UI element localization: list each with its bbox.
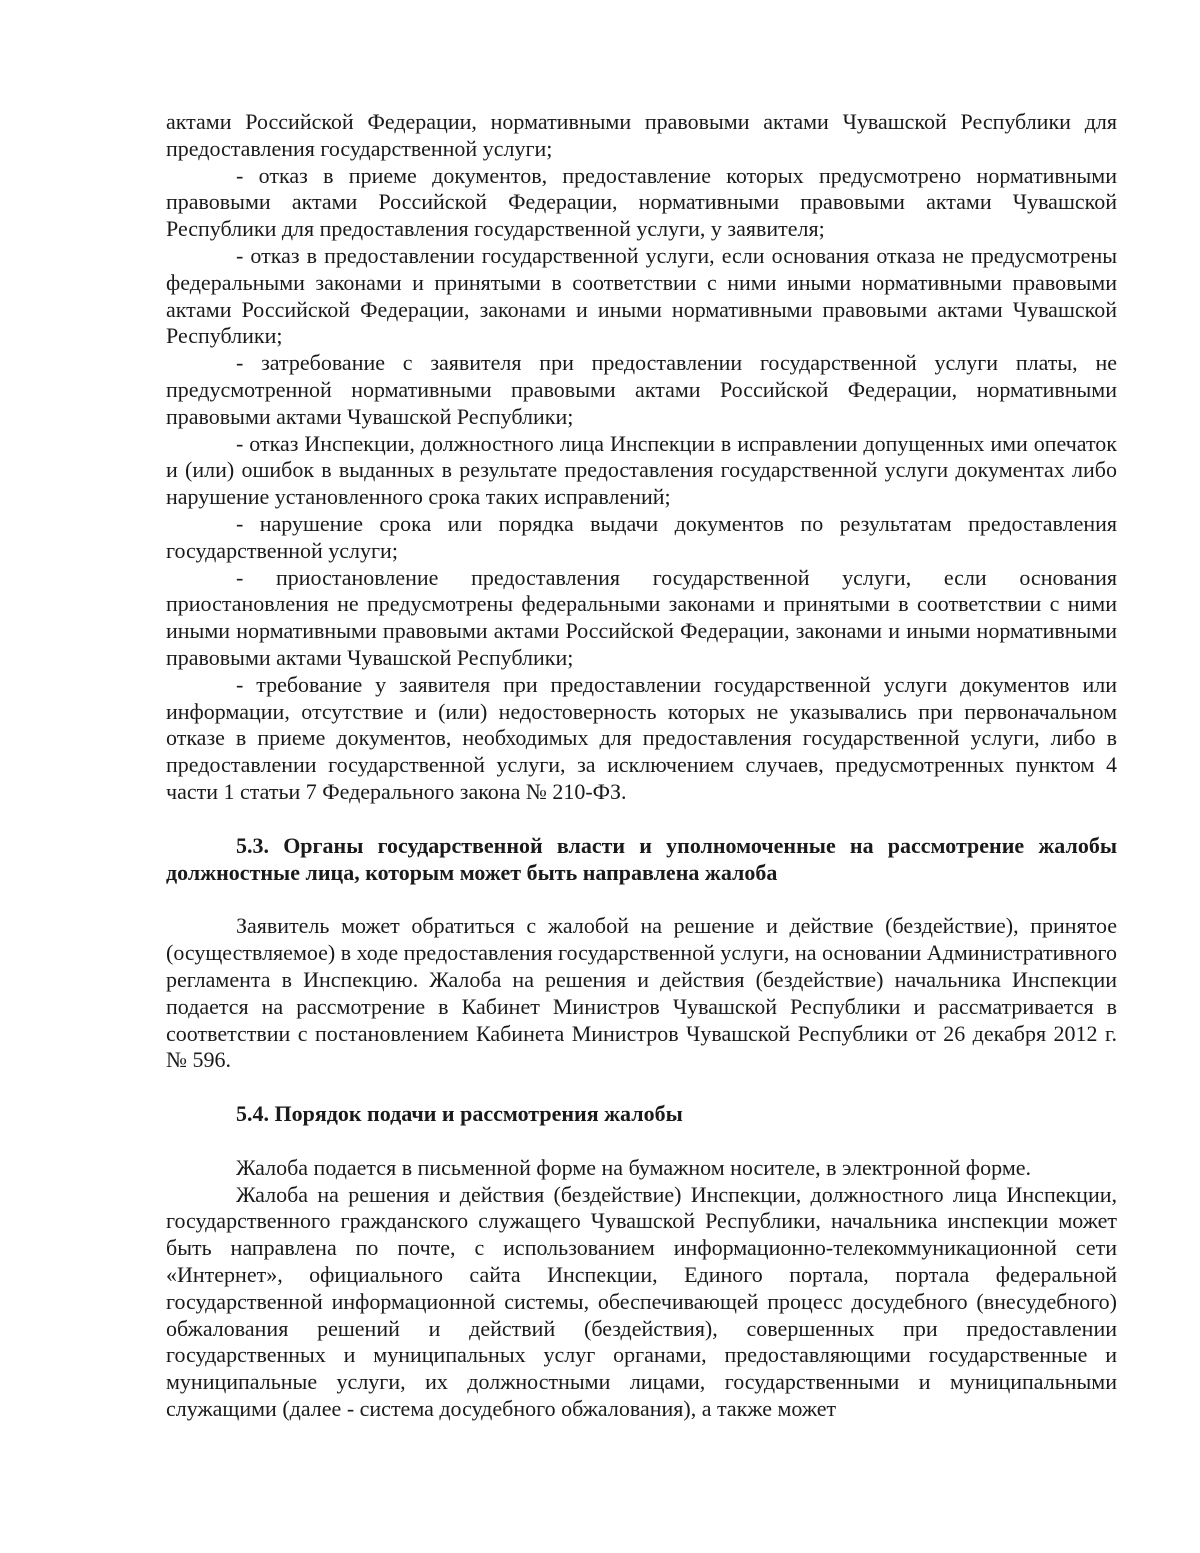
paragraph-5-4-channels: Жалоба на решения и действия (бездействие) Инспекции, должностного лица Инспекции, государственного гражданского служащего Чувашской Республики, начальника инспекции может быть направлена по почте, с использованием информационно-телекоммуникационной сети «Интернет», официального сайта Инспекции, Единого портала, портала федеральной государственной информационной системы, обеспечивающей процесс досудебного (внесудебного) обжалования решений и действий (бездействия), совершенных при предоставлении государственных и муниципальных услуг органами, предоставляющими государственные и муниципальные услуги, их должностными лицами, государственными и муниципальными служащими (далее - система досудебного обжалования), а также может [166,1181,1117,1422]
paragraph-refusal-service: - отказ в предоставлении государственной услуги, если основания отказа не предусмотрены федеральными законами и принятыми в соответствии с ними иными нормативными правовыми актами Российской Федерации, законами и иными нормативными правовыми актами Чувашской Республики; [166,242,1117,349]
paragraph-continuation: актами Российской Федерации, нормативными правовыми актами Чувашской Республики для предоставления государственной услуги; [166,109,1117,161]
paragraph-refusal-documents: - отказ в приеме документов, предоставление которых предусмотрено нормативными правовыми актами Российской Федерации, нормативными правовыми актами Чувашской Республики для предоставления государственной услуги, у заявителя; [166,162,1117,242]
paragraph-deadline-violation: - нарушение срока или порядка выдачи документов по результатам предоставления государственной услуги; [166,510,1117,563]
section-heading-5-3: 5.3. Органы государственной власти и уполномоченные на рассмотрение жалобы должностные лица, которым может быть направлена жалоба [166,832,1117,885]
paragraph-5-4-form: Жалоба подается в письменной форме на бумажном носителе, в электронной форме. [236,1154,1032,1180]
paragraph-5-3-body: Заявитель может обратиться с жалобой на решение и действие (бездействие), принятое (осуществляемое) в ходе предоставления государственной услуги, на основании Административного регламента в Инспекцию. Жалоба на решения и действия (бездействие) начальника Инспекции подается на рассмотрение в Кабинет Министров Чувашской Республики и рассматривается в соответствии с постановлением Кабинета Министров Чувашской Республики от 26 декабря 2012 г. № 596. [166,913,1117,1073]
paragraph-correction-refusal: - отказ Инспекции, должностного лица Инспекции в исправлении допущенных ими опечаток и (или) ошибок в выданных в результате предоставления государственной услуги документах либо нарушение установленного срока таких исправлений; [166,430,1117,510]
section-heading-5-4: 5.4. Порядок подачи и рассмотрения жалобы [236,1101,683,1127]
paragraph-fee-demand: - затребование с заявителя при предоставлении государственной услуги платы, не предусмотренной нормативными правовыми актами Российской Федерации, нормативными правовыми актами Чувашской Республики; [166,350,1117,429]
paragraph-suspension: - приостановление предоставления государственной услуги, если основания приостановления не предусмотрены федеральными законами и принятыми в соответствии с ними иными нормативными правовыми актами Российской Федерации, законами и иными нормативными правовыми актами Чувашской Республики; [166,564,1117,670]
paragraph-document-requirement: - требование у заявителя при предоставлении государственной услуги документов или информации, отсутствие и (или) недостоверность которых не указывались при первоначальном отказе в приеме документов, необходимых для предоставления государственной услуги, либо в предоставлении государственной услуги, за исключением случаев, предусмотренных пунктом 4 части 1 статьи 7 Федерального закона № 210-ФЗ. [166,671,1117,804]
